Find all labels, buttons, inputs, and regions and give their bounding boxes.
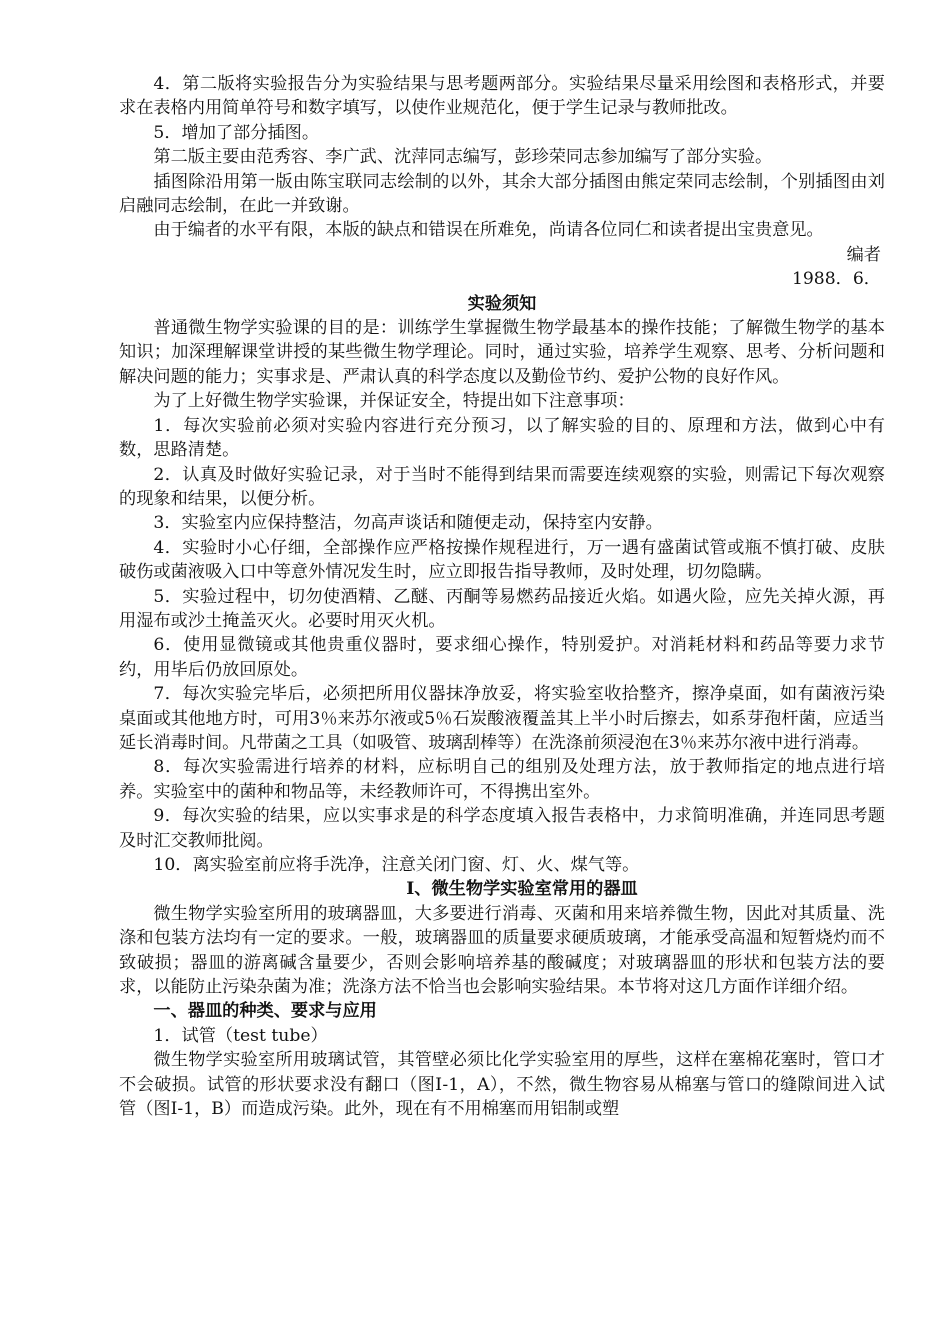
notice-title: 实验须知 <box>467 293 537 314</box>
subsection-heading: 一、器皿的种类、要求与应用 <box>153 1001 377 1022</box>
notice-item: 1．每次实验前必须对实验内容进行充分预习，以了解实验的目的、原理和方法，做到心中有数，思路清楚。 <box>119 415 885 461</box>
preface-signature: 编者 <box>846 244 881 265</box>
preface-date: 1988．6． <box>791 269 881 290</box>
notice-item: 9．每次实验的结果，应以实事求是的科学态度填入报告表格中，力求简明准确，并连同思考题及时汇交教师批阅。 <box>119 806 885 851</box>
document-page <box>119 72 885 1121</box>
preface-paragraph: 5．增加了部分插图。 <box>153 122 320 143</box>
notice-item: 5．实验过程中，切勿使酒精、乙醚、丙酮等易燃药品接近火焰。如遇火险，应先关掉火源，再用湿布或沙土掩盖灭火。必要时用灭火机。 <box>119 586 885 631</box>
preface-paragraph: 插图除沿用第一版由陈宝联同志绘制的以外，其余大部分插图由熊定荣同志绘制，个别插图由刘启融同志绘制，在此一并致谢。 <box>119 171 885 217</box>
notice-item: 8．每次实验需进行培养的材料，应标明自己的组别及处理方法，放于教师指定的地点进行培养。实验室中的菌种和物品等，未经教师许可，不得携出室外。 <box>119 757 885 802</box>
item-text: 微生物学实验室所用玻璃试管，其管壁必须比化学实验室用的厚些，这样在塞棉花塞时，管口才不会破损。试管的形状要求没有翻口（图Ⅰ-1，A），不然，微生物容易从棉塞与管口的缝隙间进入试管（图Ⅰ-1，B）而造成污染。此外，现在有不用棉塞而用铝制或塑 <box>119 1050 885 1120</box>
notice-item: 3．实验室内应保持整洁，勿高声谈话和随便走动，保持室内安静。 <box>153 513 663 534</box>
item-title: 1．试管（test tube） <box>153 1025 328 1046</box>
notice-item: 2．认真及时做好实验记录，对于当时不能得到结果而需要连续观察的实验，则需记下每次观察的现象和结果，以便分析。 <box>119 464 885 509</box>
notice-lead: 为了上好微生物学实验课，并保证安全，特提出如下注意事项： <box>153 391 635 412</box>
preface-paragraph: 4．第二版将实验报告分为实验结果与思考题两部分。实验结果尽量采用绘图和表格形式，并要求在表格内用简单符号和数字填写，以使作业规范化，便于学生记录与教师批改。 <box>119 74 885 119</box>
preface-paragraph: 由于编者的水平有限，本版的缺点和错误在所难免，尚请各位同仁和读者提出宝贵意见。 <box>153 220 824 241</box>
notice-item: 7．每次实验完毕后，必须把所用仪器抹净放妥，将实验室收拾整齐，擦净桌面，如有菌液污染桌面或其他地方时，可用3％来苏尔液或5％石炭酸液覆盖其上半小时后擦去，如系芽孢杆菌，应适当延长消毒时间。凡带菌之工具（如吸管、玻璃刮棒等）在洗涤前须浸泡在3％来苏尔液中进行消毒。 <box>119 684 885 753</box>
section-intro: 微生物学实验室所用的玻璃器皿，大多要进行消毒、灭菌和用来培养微生物，因此对其质量、洗涤和包装方法均有一定的要求。一般，玻璃器皿的质量要求硬质玻璃，才能承受高温和短暂烧灼而不致破损；器皿的游离碱含量要少，否则会影响培养基的酸碱度；对玻璃器皿的形状和包装方法的要求，以能防止污染杂菌为准；洗涤方法不恰当也会影响实验结果。本节将对这几方面作详细介绍。 <box>119 903 885 998</box>
notice-item: 6．使用显微镜或其他贵重仪器时，要求细心操作，特别爱护。对消耗材料和药品等要力求节约，用毕后仍放回原处。 <box>119 635 885 680</box>
section-title: Ⅰ、微生物学实验室常用的器皿 <box>406 879 638 900</box>
notice-intro: 普通微生物学实验课的目的是：训练学生掌握微生物学最基本的操作技能；了解微生物学的基本知识；加深理解课堂讲授的某些微生物学理论。同时，通过实验，培养学生观察、思考、分析问题和解决问题的能力；实事求是、严肃认真的科学态度以及勤俭节约、爱护公物的良好作风。 <box>119 318 885 387</box>
notice-item: 4．实验时小心仔细，全部操作应严格按操作规程进行，万一遇有盛菌试管或瓶不慎打破、皮肤破伤或菌液吸入口中等意外情况发生时，应立即报告指导教师，及时处理，切勿隐瞒。 <box>119 537 885 583</box>
preface-paragraph: 第二版主要由范秀容、李广武、沈萍同志编写，彭珍荣同志参加编写了部分实验。 <box>153 147 773 168</box>
notice-item: 10．离实验室前应将手洗净，注意关闭门窗、灯、火、煤气等。 <box>153 855 640 875</box>
